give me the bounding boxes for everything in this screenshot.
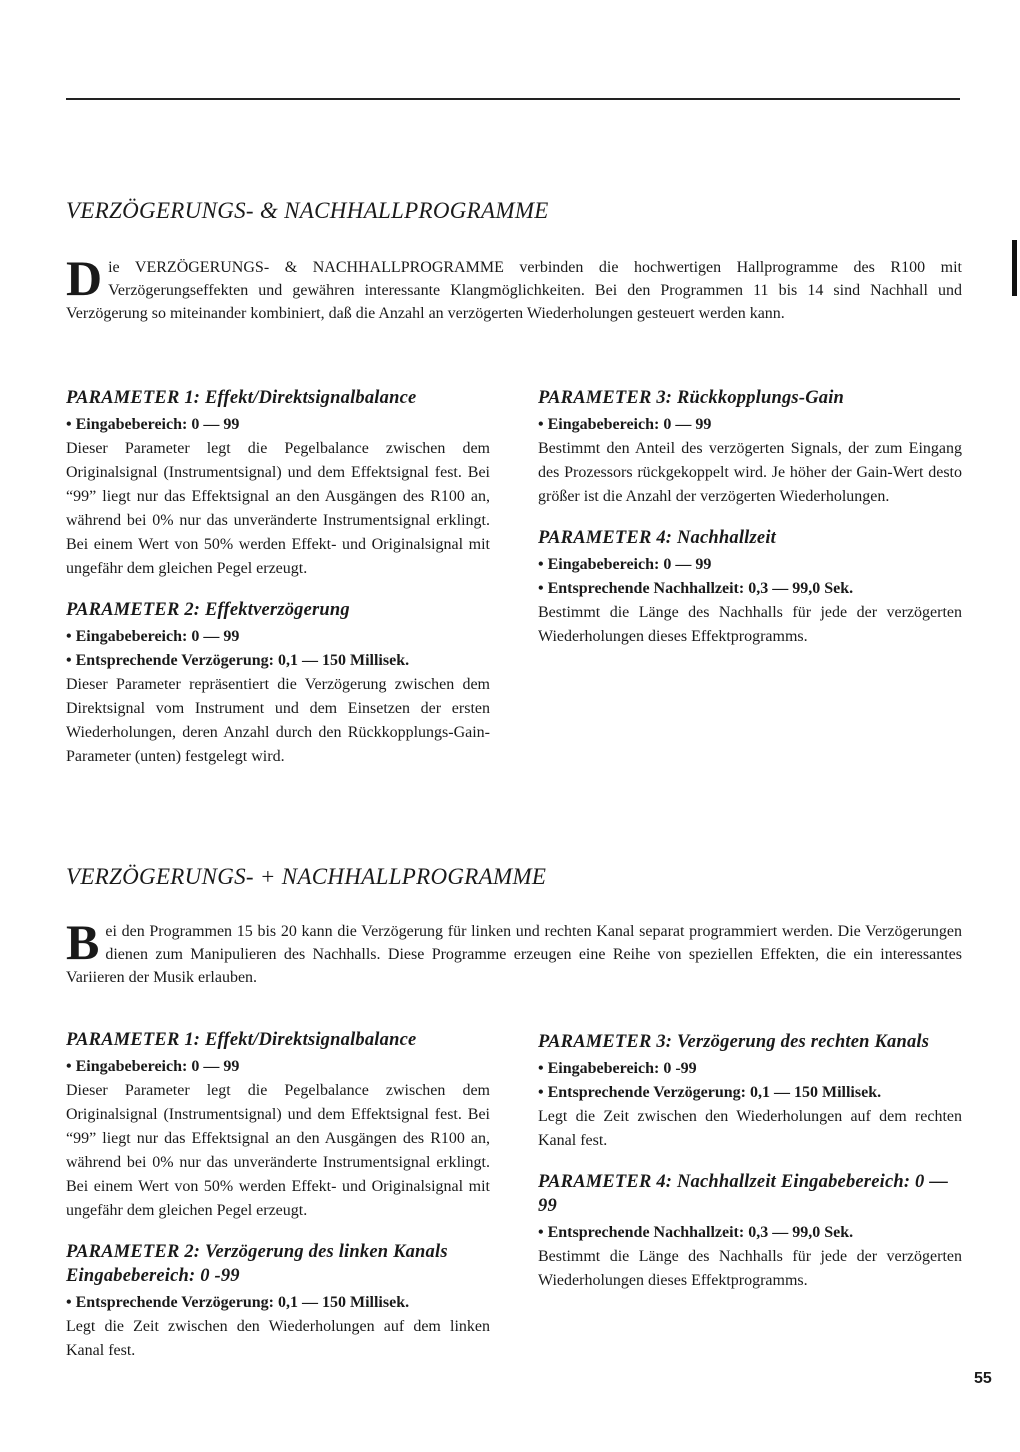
param-bullet: • Eingabebereich: 0 -99: [538, 1060, 697, 1077]
param-title: PARAMETER 4: Nachhallzeit Eingabebereich: 0 — 99: [538, 1172, 949, 1216]
param-title: PARAMETER 2: Effektverzögerung: [66, 600, 350, 620]
section2-left-column: [66, 1028, 490, 1380]
param-text: Bestimmt die Länge des Nachhalls für jede der verzögerten Wiederholungen dieses Effektprogramms.: [538, 604, 962, 645]
top-rule: [66, 98, 960, 100]
param-title: PARAMETER 4: Nachhallzeit: [538, 528, 776, 548]
section1-intro-text: ie VERZÖGERUNGS- & NACHHALLPROGRAMME verbinden die hochwertigen Hallprogramme des R100 mit Verzögerungseffekten und gewähren interessante Klangmöglichkeiten. Bei den Programmen 11 bis 14 sind Nachhall und Verzögerung so miteinander kombiniert, daß die Anzahl an verzögerten Wiederholungen gesteuert werden kann.: [66, 259, 962, 322]
param-title: PARAMETER 3: Rückkopplungs-Gain: [538, 388, 845, 408]
param-bullet: • Entsprechende Verzögerung: 0,1 — 150 Millisek.: [538, 1084, 882, 1101]
param-text: Bestimmt die Länge des Nachhalls für jede der verzögerten Wiederholungen dieses Effektprogramms.: [538, 1248, 962, 1289]
param-bullet: • Eingabebereich: 0 — 99: [538, 556, 712, 573]
param-title: PARAMETER 1: Effekt/Direktsignalbalance: [66, 388, 417, 408]
section1-intro: [66, 250, 962, 325]
section1-right-column: [538, 386, 962, 666]
s1-param-4: [538, 526, 962, 649]
section1-dropcap: D: [66, 250, 103, 306]
param-text: Bestimmt den Anteil des verzögerten Signals, der zum Eingang des Prozessors rückgekoppelt wird. Je höher der Gain-Wert desto größer ist die Anzahl der verzögerten Wiederholungen.: [538, 440, 962, 505]
param-bullet: • Entsprechende Nachhallzeit: 0,3 — 99,0 Sek.: [538, 580, 854, 597]
page-number: 55: [974, 1370, 992, 1387]
param-text: Dieser Parameter legt die Pegelbalance zwischen dem Originalsignal (Instrumentsignal) und dem Effektsignal fest. Bei “99” liegt nur das Effektsignal an den Ausgängen des R100 an, während bei 0% nur das unveränderte Instrumentsignal erklingt. Bei einem Wert von 50% werden Effekt- und Originalsignal mit ungefähr dem gleichen Pegel erzeugt.: [66, 1082, 490, 1219]
param-text: Legt die Zeit zwischen den Wiederholungen auf dem rechten Kanal fest.: [538, 1108, 962, 1149]
param-bullet: • Entsprechende Verzögerung: 0,1 — 150 Millisek.: [66, 652, 410, 669]
s1-param-3: [538, 386, 962, 509]
param-bullet: • Eingabebereich: 0 — 99: [66, 416, 240, 433]
param-bullet: • Eingabebereich: 0 — 99: [538, 416, 712, 433]
s1-param-2: [66, 598, 490, 769]
param-bullet: • Entsprechende Verzögerung: 0,1 — 150 Millisek.: [66, 1294, 410, 1311]
s2-param-4: [538, 1170, 962, 1293]
param-title: PARAMETER 2: Verzögerung des linken Kanals Eingabebereich: 0 -99: [66, 1242, 448, 1286]
param-bullet: • Entsprechende Nachhallzeit: 0,3 — 99,0 Sek.: [538, 1224, 854, 1241]
s2-param-3: [538, 1030, 962, 1153]
section2-intro: [66, 914, 962, 989]
margin-marker: [1012, 240, 1017, 296]
s1-param-1: [66, 386, 490, 581]
param-title: PARAMETER 3: Verzögerung des rechten Kanals: [538, 1032, 930, 1052]
section2-right-column: [538, 1030, 962, 1310]
param-text: Legt die Zeit zwischen den Wiederholungen auf dem linken Kanal fest.: [66, 1318, 490, 1359]
param-bullet: • Eingabebereich: 0 — 99: [66, 1058, 240, 1075]
param-title: PARAMETER 1: Effekt/Direktsignalbalance: [66, 1030, 417, 1050]
section2-dropcap: B: [66, 914, 100, 970]
param-bullet: • Eingabebereich: 0 — 99: [66, 628, 240, 645]
param-text: Dieser Parameter legt die Pegelbalance zwischen dem Originalsignal (Instrumentsignal) und dem Effektsignal fest. Bei “99” liegt nur das Effektsignal an den Ausgängen des R100 an, während bei 0% nur das unveränderte Instrumentsignal erklingt. Bei einem Wert von 50% werden Effekt- und Originalsignal mit ungefähr dem gleichen Pegel erzeugt.: [66, 440, 490, 577]
section1-heading: VERZÖGERUNGS- & NACHHALLPROGRAMME: [66, 198, 549, 223]
param-text: Dieser Parameter repräsentiert die Verzögerung zwischen dem Direktsignal vom Instrument und dem Einsetzen der ersten Wiederholungen, deren Anzahl durch den Rückkopplungs-Gain-Parameter (unten) festgelegt wird.: [66, 676, 490, 765]
s2-param-1: [66, 1028, 490, 1223]
section2-heading: VERZÖGERUNGS- + NACHHALLPROGRAMME: [66, 864, 547, 889]
section1-left-column: [66, 386, 490, 786]
section2-intro-text: ei den Programmen 15 bis 20 kann die Verzögerung für linken und rechten Kanal separat programmiert werden. Die Verzögerungen dienen zum Manipulieren des Nachhalls. Diese Programme erzeugen eine Reihe von speziellen Effekten, die ein interessantes Variieren der Musik erlauben.: [66, 923, 962, 986]
s2-param-2: [66, 1240, 490, 1363]
